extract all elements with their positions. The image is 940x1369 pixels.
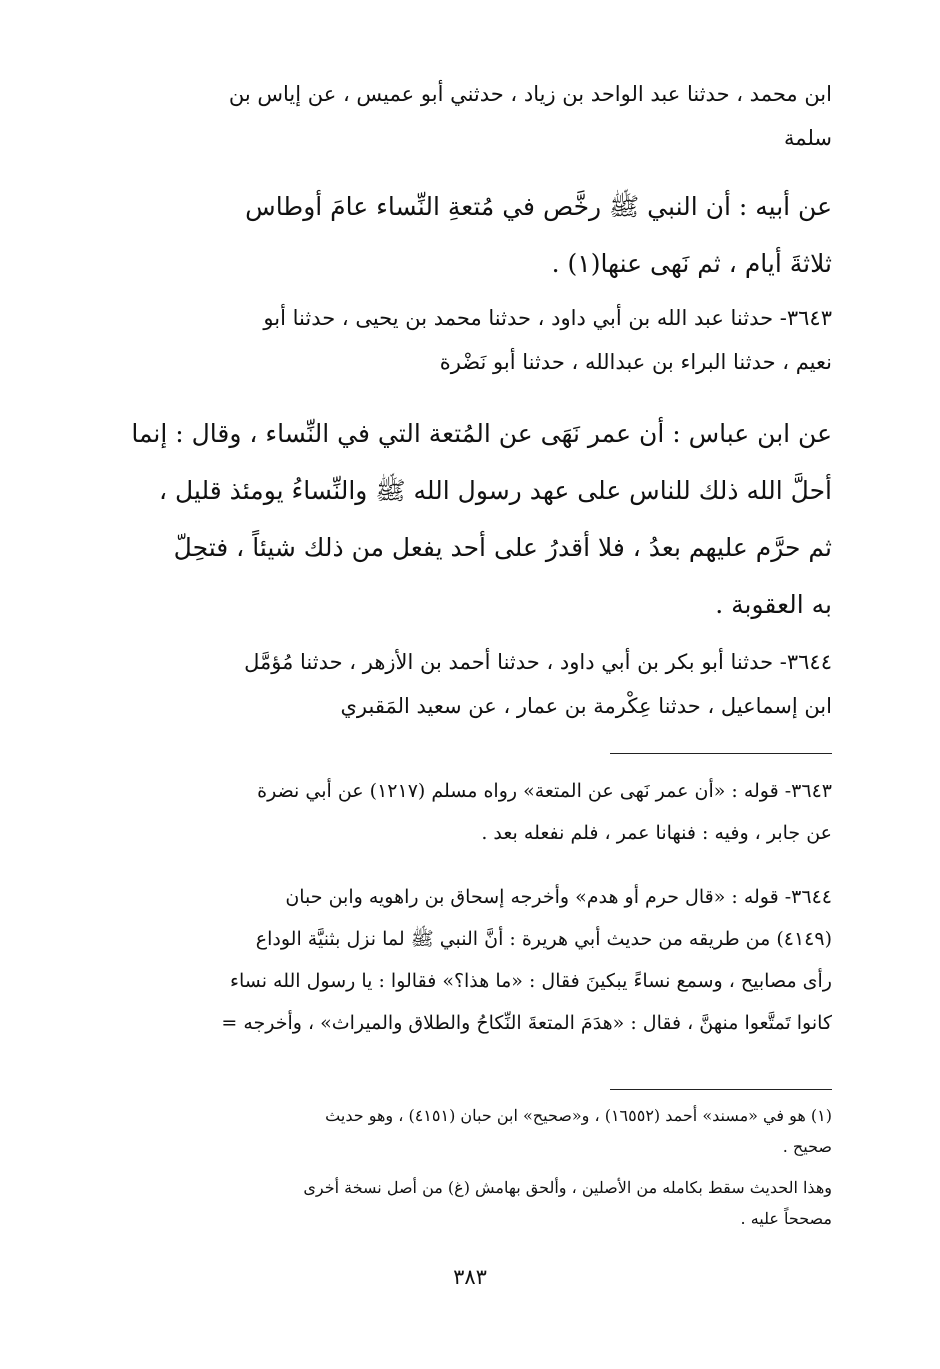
hadith-3643-matn — [120, 405, 832, 633]
text-line: ابن محمد ، حدثنا عبد الواحد بن زياد ، حدثني أبو عميس ، عن إياس بن — [228, 82, 832, 106]
text-line: عن جابر ، وفيه : فنهانا عمر ، فلم نفعله بعد . — [481, 822, 832, 844]
text-line: وهذا الحديث سقط بكامله من الأصلين ، وألحق بهامش (غ) من أصل نسخة أخرى — [303, 1178, 832, 1197]
hadith-3643-isnad — [120, 296, 832, 384]
text-line: مصححاً عليه . — [740, 1209, 832, 1228]
text-line: كانوا تَمتَّعوا منهنَّ ، فقال : «هدَمَ المتعةَ النِّكاحُ والطلاق والميراث» ، وأخرجه = — [221, 1012, 832, 1034]
page-number: ٣٨٣ — [453, 1265, 487, 1289]
footnote-separator — [610, 1089, 832, 1090]
commentary-note-3643 — [120, 770, 832, 854]
text-line: صحيح . — [782, 1137, 832, 1156]
text-line: ٣٦٤٤- قوله : «قال حرم أو هدم» وأخرجه إسحاق بن راهويه وابن حبان — [285, 886, 832, 908]
text-line: ٣٦٤٣- حدثنا عبد الله بن أبي داود ، حدثنا محمد بن يحيى ، حدثنا أبو — [263, 306, 832, 330]
text-line: ابن إسماعيل ، حدثنا عِكْرمة بن عمار ، عن سعيد المَقبري — [340, 694, 832, 718]
text-line: ٣٦٤٣- قوله : «أن عمر نَهى عن المتعة» رواه مسلم (١٢١٧) عن أبي نضرة — [257, 780, 832, 802]
text-line: (٤١٤٩) من طريقه من حديث أبي هريرة : أنَّ النبي ﷺ لما نزل بثنيَّة الوداع — [255, 928, 832, 950]
text-line: رأى مصابيح ، وسمع نساءً يبكينَ فقال : «ما هذا؟» فقالوا : يا رسول الله نساء — [230, 970, 832, 992]
hadith-3644-isnad — [120, 640, 832, 728]
text-line: (١) هو في «مسند» أحمد (١٦٥٥٢) ، و«صحيح» ابن حبان (٤١٥١) ، وهو حديث — [325, 1106, 832, 1125]
text-line: ثم حرَّم عليهم بعدُ ، فلا أقدرُ على أحد يفعل من ذلك شيئاً ، فتحِلّ — [173, 533, 832, 562]
text-line: به العقوبة . — [715, 590, 832, 619]
text-line: عن أبيه : أن النبي ﷺ رخَّص في مُتعةِ النِّساء عامَ أوطاس — [245, 192, 832, 221]
text-line: أحلَّ الله ذلك للناس على عهد رسول الله ﷺ والنِّساءُ يومئذ قليل ، — [158, 476, 832, 505]
footnote-1 — [120, 1100, 832, 1162]
text-line: ثلاثةَ أيام ، ثم نَهى عنها(١) . — [551, 249, 832, 278]
text-line: نعيم ، حدثنا البراء بن عبدالله ، حدثنا أبو نَضْرة — [439, 350, 832, 374]
text-line: سلمة — [784, 126, 832, 150]
hadith-3642-matn — [120, 178, 832, 292]
commentary-note-3644 — [120, 876, 832, 1044]
text-line: ٣٦٤٤- حدثنا أبو بكر بن أبي داود ، حدثنا أحمد بن الأزهر ، حدثنا مُؤمَّل — [244, 650, 832, 674]
hadith-3642-isnad — [120, 72, 832, 160]
footnote-2 — [120, 1172, 832, 1234]
text-line: عن ابن عباس : أن عمر نَهَى عن المُتعة التي في النِّساء ، وقال : إنما — [131, 419, 832, 448]
commentary-separator — [610, 753, 832, 754]
